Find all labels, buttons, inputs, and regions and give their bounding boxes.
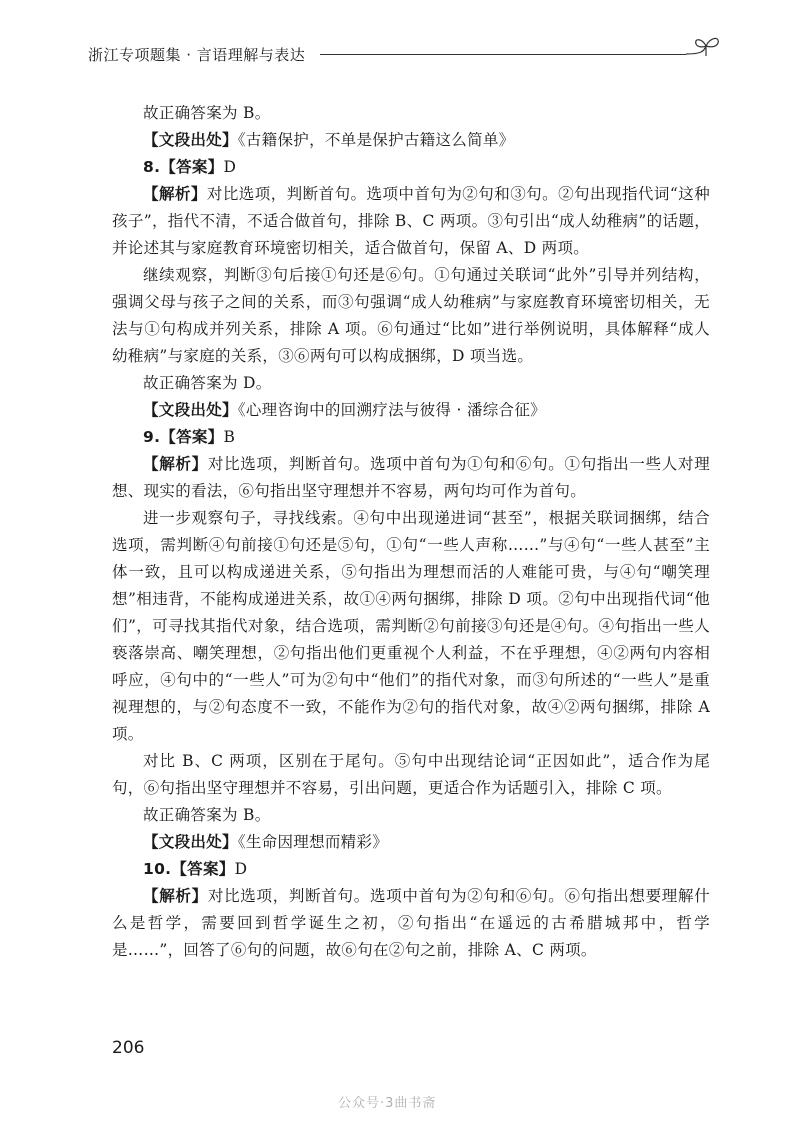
paragraph-analysis-8-cont: 继续观察，判断③句后接①句还是⑥句。①句通过关联词“此外”引导并列结构，强调父母与孩子之间的关系，而③句强调“成人幼稚病”与家庭教育环境密切相关，无法与①句构成并列关系，排除 A 项。⑥句通过“比如”进行举例说明，具体解释“成人幼稚病”与家庭的关系，③⑥两句可以构成捆绑，D 项当选。 <box>112 266 710 365</box>
paragraph-answer-conclusion: 故正确答案为 D。 <box>143 374 272 392</box>
paragraph-answer-8: 8.【答案】D <box>143 158 237 176</box>
paragraph-answer-10: 10.【答案】D <box>143 860 248 878</box>
watermark: 公众号·3曲书斋 <box>338 1096 437 1111</box>
page-number: 206 <box>112 1038 145 1058</box>
paragraph-analysis-10: 【解析】对比选项，判断首句。选项中首句为②句和⑥句。⑥句指出想要理解什么是哲学，需要回到哲学诞生之初，②句指出“在遥远的古希腊城邦中，哲学是……”，回答了⑥句的问题，故⑥句在②句之前，排除 A、C 两项。 <box>112 887 711 959</box>
paragraph-answer-conclusion: 故正确答案为 B。 <box>143 104 271 122</box>
paragraph-analysis-9: 【解析】对比选项，判断首句。选项中首句为①句和⑥句。①句指出一些人对理想、现实的看法，⑥句指出坚守理想并不容易，两句均可作为首句。 <box>112 455 711 500</box>
paragraph-answer-conclusion: 故正确答案为 B。 <box>143 806 271 824</box>
paragraph-analysis-8: 【解析】对比选项，判断首句。选项中首句为②句和③句。②句出现指代词“这种孩子”，指代不清，不适合做首句，排除 B、C 两项。③句引出“成人幼稚病”的话题，并论述其与家庭教育环境密切相关，适合做首句，保留 A、D 两项。 <box>112 185 710 257</box>
paragraph-source: 【文段出处】《生命因理想而精彩》 <box>143 833 389 851</box>
paragraph-analysis-9-cont: 对比 B、C 两项，区别在于尾句。⑤句中出现结论词“正因如此”，适合作为尾句，⑥句指出坚守理想并不容易，引出问题，更适合作为话题引入，排除 C 项。 <box>112 752 710 797</box>
paragraph-source: 【文段出处】《古籍保护，不单是保护古籍这么简单》 <box>143 131 515 149</box>
header-title: 浙江专项题集 · 言语理解与表达 <box>88 46 306 64</box>
header-rule <box>320 54 686 55</box>
paragraph-analysis-9-cont: 进一步观察句子，寻找线索。④句中出现递进词“甚至”，根据关联词捆绑，结合选项，需判断④句前接①句还是⑤句，①句“一些人声称……”与④句“一些人甚至”主体一致，且可以构成递进关系，⑤句指出为理想而活的人难能可贵，与④句“嘲笑理想”相违背，不能构成递进关系，故①④两句捆绑，排除 D 项。②句中出现指代词“他们”，可寻找其指代对象，结合选项，需判断②句前接③句还是④句。④句指出一些人亵落崇高、嘲笑理想，②句指出他们更重视个人利益，不在乎理想，④②两句内容相呼应，④句中的“一些人”可为②句中“他们”的指代对象，而③句所述的“一些人”是重视理想的，与②句态度不一致，不能作为②句的指代对象，故④②两句捆绑，排除 A 项。 <box>112 509 710 743</box>
paragraph-answer-9: 9.【答案】B <box>143 428 236 446</box>
answer-explanations <box>112 100 710 964</box>
running-header <box>88 34 728 64</box>
paragraph-source: 【文段出处】《心理咨询中的回溯疗法与彼得 · 潘综合征》 <box>143 401 546 419</box>
sprout-icon <box>686 34 726 64</box>
